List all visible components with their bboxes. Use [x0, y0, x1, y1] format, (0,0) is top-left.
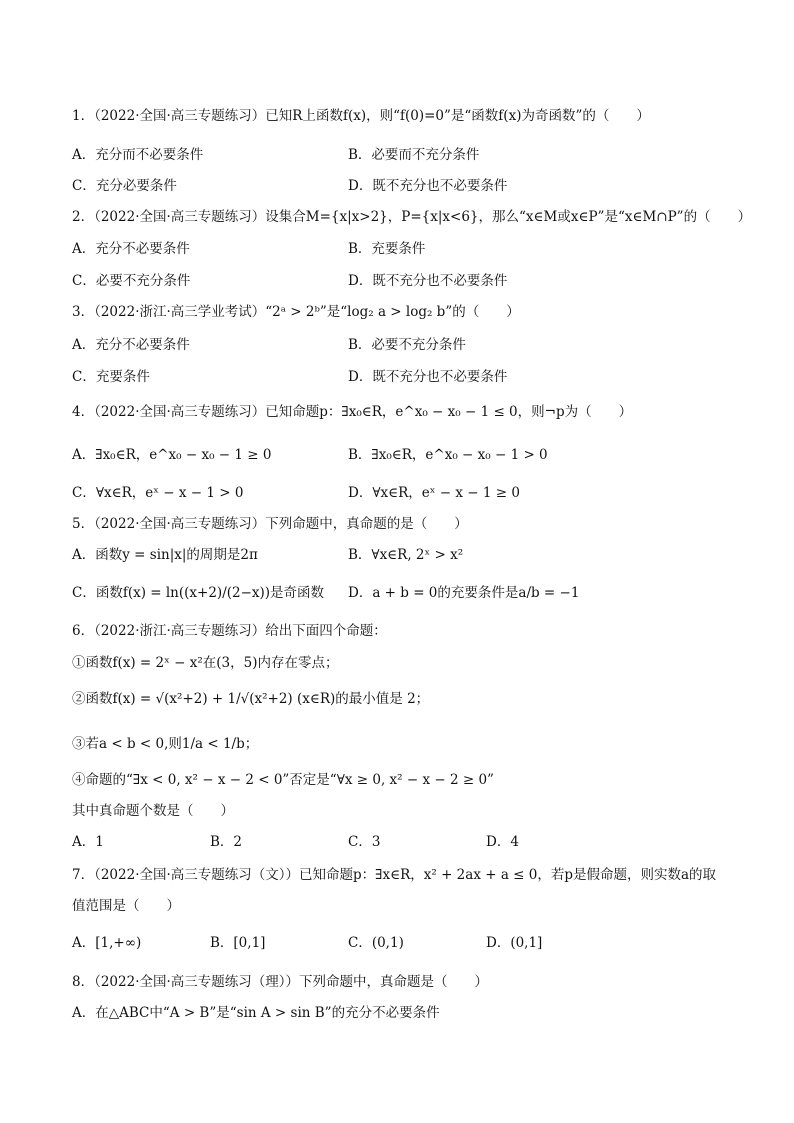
question-7-option-d: D．(0,1] [486, 935, 543, 951]
question-3-stem: 3．（2022·浙江·高三学业考试）“2ᵃ > 2ᵇ”是“log₂ a > log₂ b”的（ ） [72, 304, 520, 320]
question-4-option-c: C．∀x∈R，eˣ − x − 1 > 0 [72, 485, 244, 501]
question-2-option-d: D．既不充分也不必要条件 [348, 273, 508, 289]
question-6-option-b: B．2 [210, 834, 243, 850]
question-2-option-c: C．必要不充分条件 [72, 273, 191, 289]
question-8-option-a: A．在△ABC中“A > B”是“sin A > sin B”的充分不必要条件 [72, 1005, 440, 1021]
question-7-option-a: A．[1,+∞) [72, 935, 142, 951]
question-5-option-c: C．函数f(x) = ln((x+2)/(2−x))是奇函数 [72, 585, 325, 601]
question-5-stem: 5．（2022·全国·高三专题练习）下列命题中，真命题的是（ ） [72, 516, 468, 532]
question-6-option-a: A．1 [72, 834, 104, 850]
question-2-stem: 2．（2022·全国·高三专题练习）设集合M={x|x>2}，P={x|x<6}，那么“x∈M或x∈P”是“x∈M∩P”的（ ） [72, 209, 752, 225]
question-8-stem: 8．（2022·全国·高三专题练习（理））下列命题中，真命题是（ ） [72, 974, 489, 990]
question-1-option-a: A．充分而不必要条件 [72, 147, 204, 163]
question-6-option-c: C．3 [348, 834, 381, 850]
question-5-option-b: B．∀x∈R, 2ˣ > x² [348, 547, 464, 563]
question-7-option-c: C．(0,1) [348, 935, 404, 951]
question-1-stem: 1．（2022·全国·高三专题练习）已知R上函数f(x)，则“f(0)=0”是“函数f(x)为奇函数”的（ ） [72, 108, 650, 124]
question-3-option-b: B．必要不充分条件 [348, 337, 466, 353]
question-7-option-b: B．[0,1] [210, 935, 266, 951]
question-2-option-a: A．充分不必要条件 [72, 241, 190, 257]
question-1-option-c: C．充分必要条件 [72, 178, 177, 194]
question-3-option-c: C．充要条件 [72, 369, 150, 385]
question-5-option-a: A．函数y = sin|x|的周期是2π [72, 547, 258, 563]
question-1-option-b: B．必要而不充分条件 [348, 147, 480, 163]
question-4-option-a: A．∃x₀∈R，e^x₀ − x₀ − 1 ≥ 0 [72, 447, 272, 463]
question-3-option-d: D．既不充分也不必要条件 [348, 369, 508, 385]
question-4-option-b: B．∃x₀∈R，e^x₀ − x₀ − 1 > 0 [348, 447, 548, 463]
question-6-item-3: ③若a < b < 0,则1/a < 1/b； [72, 736, 259, 752]
question-4-stem: 4．（2022·全国·高三专题练习）已知命题p：∃x₀∈R，e^x₀ − x₀ − 1 ≤ 0，则¬p为（ ） [72, 404, 633, 420]
question-3-option-a: A．充分不必要条件 [72, 337, 190, 353]
question-5-option-d: D．a + b = 0的充要条件是a/b = −1 [348, 585, 580, 601]
question-7-stem-continued: 值范围是（ ） [72, 898, 180, 914]
question-6-item-4: ④命题的“∃x < 0, x² − x − 2 < 0”否定是“∀x ≥ 0, x² − x − 2 ≥ 0” [72, 772, 494, 788]
question-6-item-1: ①函数f(x) = 2ˣ − x²在(3，5)内存在零点； [72, 655, 339, 671]
question-6-stem: 6．（2022·浙江·高三专题练习）给出下面四个命题： [72, 623, 387, 639]
question-6-sub-stem: 其中真命题个数是（ ） [72, 803, 234, 819]
question-1-option-d: D．既不充分也不必要条件 [348, 178, 508, 194]
question-7-stem: 7．（2022·全国·高三专题练习（文））已知命题p：∃x∈R，x² + 2ax + a ≤ 0，若p是假命题，则实数a的取 [72, 867, 717, 883]
question-2-option-b: B．充要条件 [348, 241, 426, 257]
question-6-option-d: D．4 [486, 834, 519, 850]
question-4-option-d: D．∀x∈R，eˣ − x − 1 ≥ 0 [348, 485, 520, 501]
question-6-item-2: ②函数f(x) = √(x²+2) + 1/√(x²+2) (x∈R)的最小值是 2； [72, 691, 430, 707]
